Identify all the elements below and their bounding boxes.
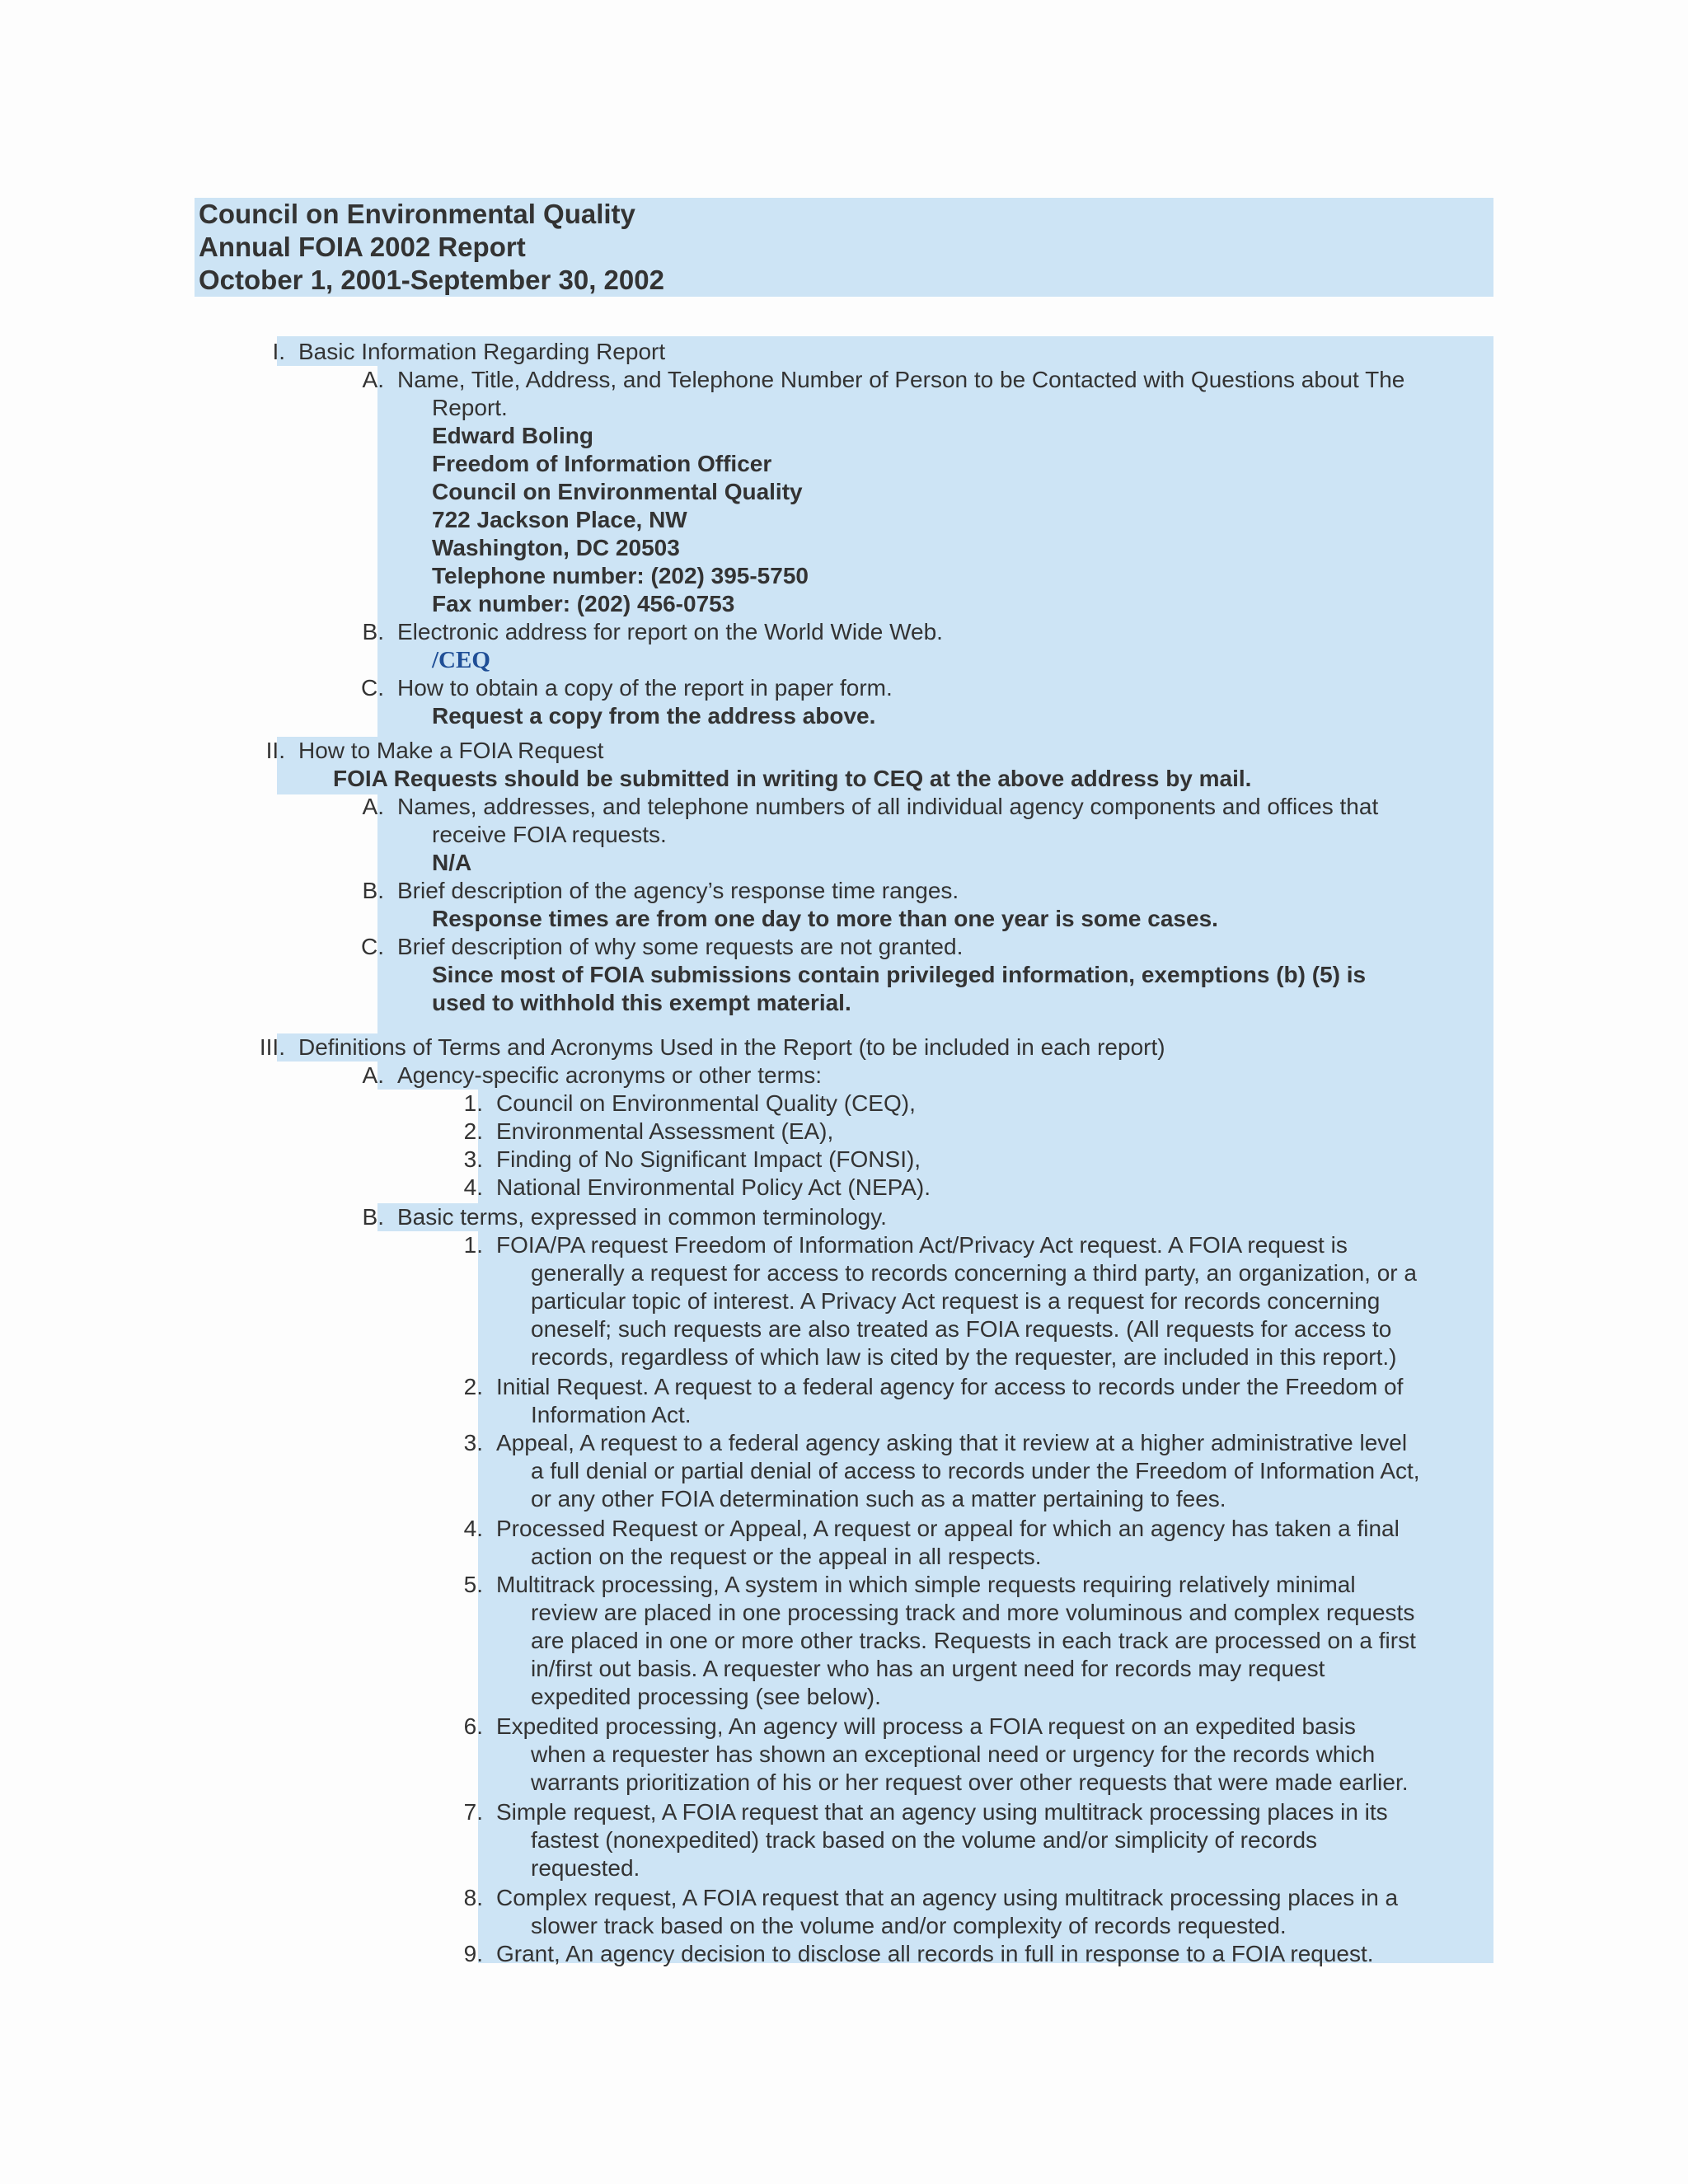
term-definition: a full denial or partial denial of access to records under the Freedom of Information Act,: [531, 1458, 1420, 1483]
list-number: 4.: [463, 1174, 483, 1200]
term-definition: warrants prioritization of his or her request over other requests that were made earlier.: [531, 1769, 1409, 1795]
contact-fax: Fax number: (202) 456-0753: [432, 591, 735, 616]
item-text: Agency-specific acronyms or other terms:: [397, 1062, 823, 1088]
list-number: 1.: [463, 1232, 483, 1258]
report-title: Annual FOIA 2002 Report: [199, 232, 526, 262]
item-text: Basic terms, expressed in common terminology.: [397, 1204, 887, 1230]
item-answer: Response times are from one day to more than one year is some cases.: [432, 906, 1218, 931]
list-number: 8.: [463, 1885, 483, 1910]
term-definition: requested.: [531, 1855, 640, 1881]
item-text: Electronic address for report on the World Wide Web.: [397, 619, 943, 644]
contact-name: Edward Boling: [432, 423, 593, 448]
term-definition: slower track based on the volume and/or complexity of records requested.: [531, 1913, 1287, 1938]
term-definition: review are placed in one processing track and more voluminous and complex requests: [531, 1600, 1415, 1625]
item-answer: Since most of FOIA submissions contain privileged information, exemptions (b) (5) is: [432, 962, 1367, 987]
term-definition: when a requester has shown an exceptional need or urgency for the records which: [531, 1741, 1376, 1767]
term-definition: oneself; such requests are also treated as FOIA requests. (All requests for access to: [531, 1316, 1392, 1342]
section-heading: Basic Information Regarding Report: [298, 339, 666, 364]
list-number: 5.: [463, 1572, 483, 1597]
term-definition: action on the request or the appeal in all respects.: [531, 1544, 1042, 1569]
term-definition: particular topic of interest. A Privacy Act request is a request for records concerning: [531, 1288, 1381, 1314]
term-definition: Appeal, A request to a federal agency asking that it review at a higher administrative level: [496, 1430, 1408, 1455]
acronym-item: Environmental Assessment (EA),: [496, 1118, 834, 1144]
term-definition: records, regardless of which law is cited by the requester, are included in this report.): [531, 1344, 1397, 1370]
list-number: 2.: [463, 1118, 483, 1144]
item-text: Brief description of why some requests are not granted.: [397, 934, 964, 959]
report-title-block: [195, 198, 1493, 297]
section-note: FOIA Requests should be submitted in writing to CEQ at the above address by mail.: [333, 766, 1252, 791]
web-address-link[interactable]: /CEQ: [432, 647, 490, 673]
agency-name: Council on Environmental Quality: [199, 199, 635, 229]
item-letter: C.: [361, 934, 384, 959]
term-definition: Initial Request. A request to a federal agency for access to records under the Freedom of: [496, 1374, 1404, 1399]
term-definition: fastest (nonexpedited) track based on the volume and/or simplicity of records: [531, 1827, 1318, 1853]
acronym-item: National Environmental Policy Act (NEPA).: [496, 1174, 931, 1200]
item-letter: A.: [362, 794, 384, 819]
acronym-item: Finding of No Significant Impact (FONSI),: [496, 1146, 921, 1172]
section-numeral: III.: [259, 1034, 285, 1060]
item-answer: N/A: [432, 850, 472, 875]
contact-agency: Council on Environmental Quality: [432, 479, 803, 504]
term-definition: generally a request for access to records concerning a third party, an organization, or a: [531, 1260, 1417, 1286]
item-letter: B.: [362, 878, 384, 903]
term-definition: Grant, An agency decision to disclose all records in full in response to a FOIA request.: [496, 1941, 1374, 1966]
item-text: Report.: [432, 395, 508, 420]
term-definition: Processed Request or Appeal, A request or appeal for which an agency has taken a final: [496, 1516, 1400, 1541]
list-number: 1.: [463, 1090, 483, 1116]
item-text: Brief description of the agency’s response time ranges.: [397, 878, 959, 903]
contact-title: Freedom of Information Officer: [432, 451, 772, 476]
item-answer: Request a copy from the address above.: [432, 703, 876, 729]
list-number: 3.: [463, 1430, 483, 1455]
term-definition: are placed in one or more other tracks. Requests in each track are processed on a first: [531, 1628, 1416, 1653]
item-letter: A.: [362, 367, 384, 392]
item-text: receive FOIA requests.: [432, 822, 667, 847]
list-number: 9.: [463, 1941, 483, 1966]
term-definition: Information Act.: [531, 1402, 692, 1427]
term-definition: expedited processing (see below).: [531, 1684, 881, 1709]
item-letter: B.: [362, 619, 384, 644]
list-number: 7.: [463, 1799, 483, 1825]
section-numeral: II.: [265, 738, 285, 763]
term-definition: in/first out basis. A requester who has an urgent need for records may request: [531, 1656, 1325, 1681]
section-numeral: I.: [272, 339, 285, 364]
contact-street: 722 Jackson Place, NW: [432, 507, 687, 532]
report-period: October 1, 2001-September 30, 2002: [199, 265, 664, 295]
acronym-item: Council on Environmental Quality (CEQ),: [496, 1090, 916, 1116]
item-text: How to obtain a copy of the report in paper form.: [397, 675, 893, 701]
section-heading: How to Make a FOIA Request: [298, 738, 604, 763]
term-definition: Simple request, A FOIA request that an agency using multitrack processing places in its: [496, 1799, 1388, 1825]
term-definition: or any other FOIA determination such as a matter pertaining to fees.: [531, 1486, 1226, 1511]
contact-city: Washington, DC 20503: [432, 535, 680, 560]
item-text: Name, Title, Address, and Telephone Number of Person to be Contacted with Questions about The: [397, 367, 1405, 392]
list-number: 4.: [463, 1516, 483, 1541]
item-letter: C.: [361, 675, 384, 701]
list-number: 2.: [463, 1374, 483, 1399]
term-definition: Expedited processing, An agency will process a FOIA request on an expedited basis: [496, 1713, 1356, 1739]
list-number: 6.: [463, 1713, 483, 1739]
item-answer: used to withhold this exempt material.: [432, 990, 851, 1015]
list-number: 3.: [463, 1146, 483, 1172]
term-definition: Complex request, A FOIA request that an agency using multitrack processing places in a: [496, 1885, 1399, 1910]
item-letter: A.: [362, 1062, 384, 1088]
section-heading: Definitions of Terms and Acronyms Used in the Report (to be included in each report): [298, 1034, 1165, 1060]
term-definition: Multitrack processing, A system in which simple requests requiring relatively minimal: [496, 1572, 1356, 1597]
term-definition: FOIA/PA request Freedom of Information Act/Privacy Act request. A FOIA request is: [496, 1232, 1348, 1258]
item-text: Names, addresses, and telephone numbers of all individual agency components and offices that: [397, 794, 1379, 819]
contact-telephone: Telephone number: (202) 395-5750: [432, 563, 809, 588]
item-letter: B.: [362, 1204, 384, 1230]
